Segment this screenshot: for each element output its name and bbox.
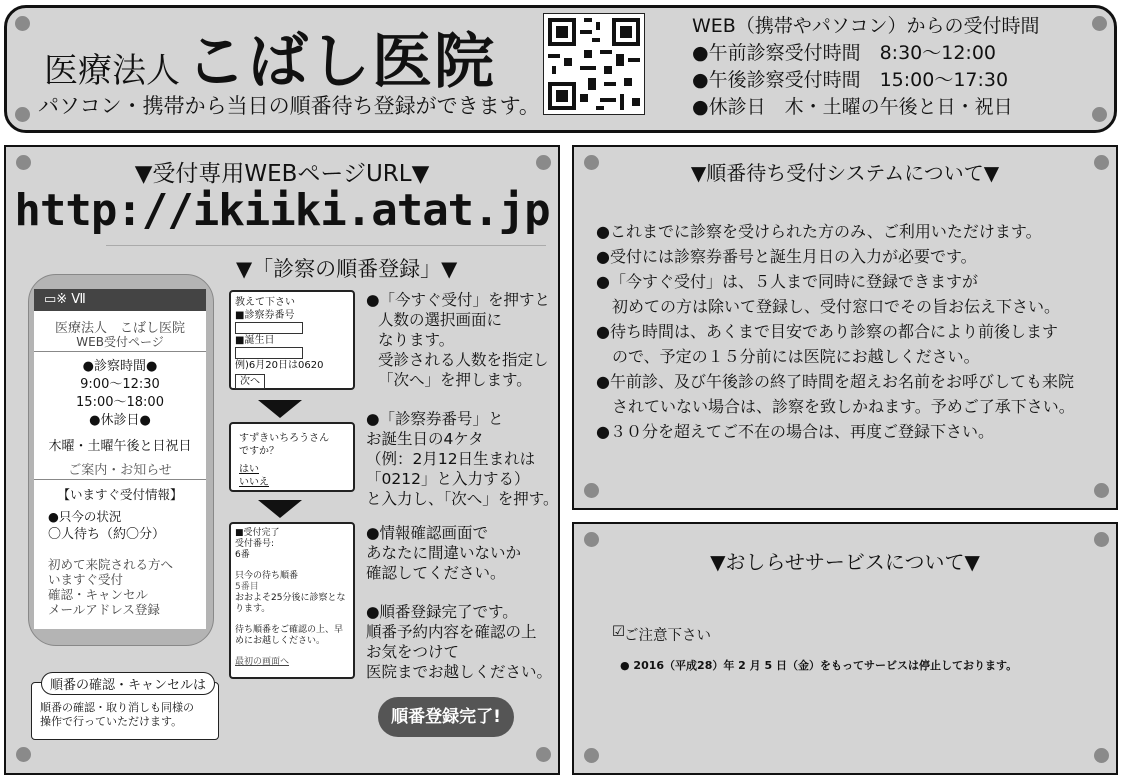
corner-dot [1094,532,1109,547]
card-number-input[interactable] [235,322,303,334]
mini1-birthday-label: ■誕生日 [235,335,275,346]
phone-menu-cancel[interactable]: 確認・キャンセル [48,587,149,602]
step2-line: と入力し、「次へ」を押す。 [366,490,559,508]
step4-line: お気をつけて [366,643,460,661]
registration-complete-badge: 順番登録完了! [378,697,514,737]
step1-line: 「次へ」を押します。 [378,371,532,389]
phone-hours-am: 9:00～12:30 [80,377,160,392]
rule-item: されていない場合は、診察を致しかねます。予めご了承下さい。 [596,397,1075,416]
down-arrow-icon [258,400,302,418]
confirm-cancel-label: 順番の確認・キャンセルは [41,672,215,695]
mini-screen-confirm [229,422,355,492]
mini-screen-input [229,290,355,390]
mini3-queue-label: 只今の待ち順番 [235,571,299,581]
corner-dot [16,747,31,762]
corner-dot [1094,748,1109,763]
url-title: ▼受付専用WEBページURL▼ [134,161,430,187]
corner-dot [1092,107,1107,122]
step4-line: ●順番登録完了です。 [366,603,518,621]
birthday-input[interactable] [235,347,303,359]
hours-afternoon: ●午後診察受付時間 15:00～17:30 [692,69,1009,91]
rule-item: ●受付には診察券番号と誕生月日の入力が必要です。 [596,247,977,266]
phone-holiday-title: ●休診日● [89,413,151,428]
checkmark-icon: ☑ [612,624,625,640]
step2-line: 「0212」と入力する） [366,470,530,488]
down-arrow-icon [258,500,302,518]
rule-item: ●これまでに診察を受けられた方のみ、ご利用いただけます。 [596,222,1042,241]
step3-line: ●情報確認画面で [366,524,489,542]
mini3-number-label: 受付番号: [235,539,275,549]
phone-menu-email[interactable]: メールアドレス登録 [48,602,160,617]
phone-status-bar: ▭※ Ⅶ [34,289,206,311]
corner-dot [1092,16,1107,31]
confirm-desc-line: 順番の確認・取り消しも同様の [40,701,194,714]
step2-line: （例：2月12日生まれは [366,450,536,468]
mini3-eta: おおよそ25分後に診察とな [235,593,346,603]
phone-status-value: 〇人待ち（約〇分） [48,527,166,542]
rule-item: ので、予定の１５分前には医院にお越しください。 [596,347,980,366]
mini3-number: 6番 [235,550,250,560]
mini3-queue-value: 5番目 [235,582,259,592]
phone-divider [34,351,206,352]
phone-holiday: 木曜・土曜午後と日祝日 [48,439,192,454]
corner-dot [1094,483,1109,498]
hours-title: WEB（携帯やパソコン）からの受付時間 [692,15,1040,37]
mini-screen-complete [229,522,355,679]
corner-dot [536,747,551,762]
step2-text [366,409,559,509]
registration-url-link[interactable]: http://ikiiki.atat.jp [14,185,550,236]
step4-text [366,602,552,682]
step1-text [366,290,550,390]
corner-dot [15,16,30,31]
queue-system-rules [596,219,1075,444]
divider [106,245,546,246]
step-title: ▼「診察の順番登録」▼ [236,257,458,281]
hours-morning: ●午前診察受付時間 8:30～12:00 [692,42,997,64]
rule-item: ●「今すぐ受付」は、５人まで同時に登録できますが [596,272,978,291]
step3-line: あなたに間違いないか [366,544,522,562]
step3-line: 確認してください。 [366,564,506,582]
rule-item: ●待ち時間は、あくまで目安であり診察の都合により前後します [596,322,1058,341]
tagline: パソコン・携帯から当日の順番待ち登録ができます。 [38,94,540,118]
notice-title: ご注意下さい [624,628,711,644]
corner-dot [584,532,599,547]
confirm-cancel-desc [40,701,194,729]
queue-system-panel [572,145,1118,510]
phone-hours-pm: 15:00～18:00 [76,395,164,410]
web-hours [692,13,1039,121]
mini2-no-link[interactable]: いいえ [239,477,269,488]
clinic-name-main: こばし医院 [186,27,496,97]
step3-text [366,523,521,583]
step1-line: 受診される人数を指定し [378,351,549,369]
mini2-question: ですか？ [239,446,279,457]
notice-body: ● 2016（平成28）年 2 月 5 日（金）をもってサービスは停止しております。 [620,659,1018,672]
corner-dot [584,483,599,498]
step2-line: ●「診察券番号」と [366,410,504,428]
rule-item: ●午前診、及び午後診の終了時間を超えお名前をお呼びしても来院 [596,372,1074,391]
mini2-yes-link[interactable]: はい [239,464,259,475]
notification-title: ▼おしらせサービスについて▼ [710,550,980,574]
corner-dot [15,107,30,122]
phone-guide-link[interactable]: ご案内・お知らせ [68,463,172,478]
notification-service-panel [572,522,1118,775]
phone-menu-register[interactable]: いますぐ受付 [48,572,124,587]
clinic-prefix: 医療法人 [44,51,180,91]
clinic-name [44,14,496,100]
mini1-card-label: ■診察券番号 [235,310,295,321]
mini3-note: 待ち順番をご確認の上、早 [235,625,344,635]
mini2-name: すずきいちろうさん [239,433,330,444]
mini3-home-link[interactable]: 最初の画面へ [235,657,290,667]
step4-line: 順番予約内容を確認の上 [366,623,537,641]
registration-guide-panel [4,145,560,775]
step1-line: なります。 [378,331,455,349]
step2-line: お誕生日の4ケタ [366,430,484,448]
queue-system-title: ▼順番待ち受付システムについて▼ [690,161,1000,185]
mini1-next-button[interactable]: 次へ [235,374,265,389]
rule-item: 初めての方は除いて登録し、受付窓口でその旨お伝え下さい。 [596,297,1061,316]
confirm-desc-line: 操作で行っていただけます。 [40,715,183,728]
mini1-example: 例)6月20日は0620 [235,360,324,371]
phone-menu-first-visit[interactable]: 初めて来院される方へ [48,557,174,572]
mini1-text: 教えて下さい [235,297,295,308]
hours-closed: ●休診日 木・土曜の午後と日・祝日 [692,96,1013,118]
qr-code[interactable] [543,13,645,115]
mini3-complete: ■受付完了 [235,528,280,538]
phone-info-title: 【いますぐ受付情報】 [57,487,183,502]
phone-hours-title: ●診察時間● [82,359,158,374]
phone-clinic-name: 医療法人 こばし医院 [54,321,185,336]
corner-dot [584,748,599,763]
phone-status-label: ●只今の状況 [48,509,122,524]
rule-item: ●３０分を超えてご不在の場合は、再度ご登録下さい。 [596,422,994,441]
mini3-note2: めにお越しください。 [235,636,326,646]
step4-line: 医院までお越しください。 [366,663,553,681]
step1-line: ●「今すぐ受付」を押すと [366,291,551,309]
phone-screen [34,289,206,629]
phone-divider [34,479,206,480]
step1-line: 人数の選択画面に [378,311,503,329]
phone-page-title: WEB受付ページ [76,335,164,349]
mini3-eta2: ります。 [235,604,271,614]
